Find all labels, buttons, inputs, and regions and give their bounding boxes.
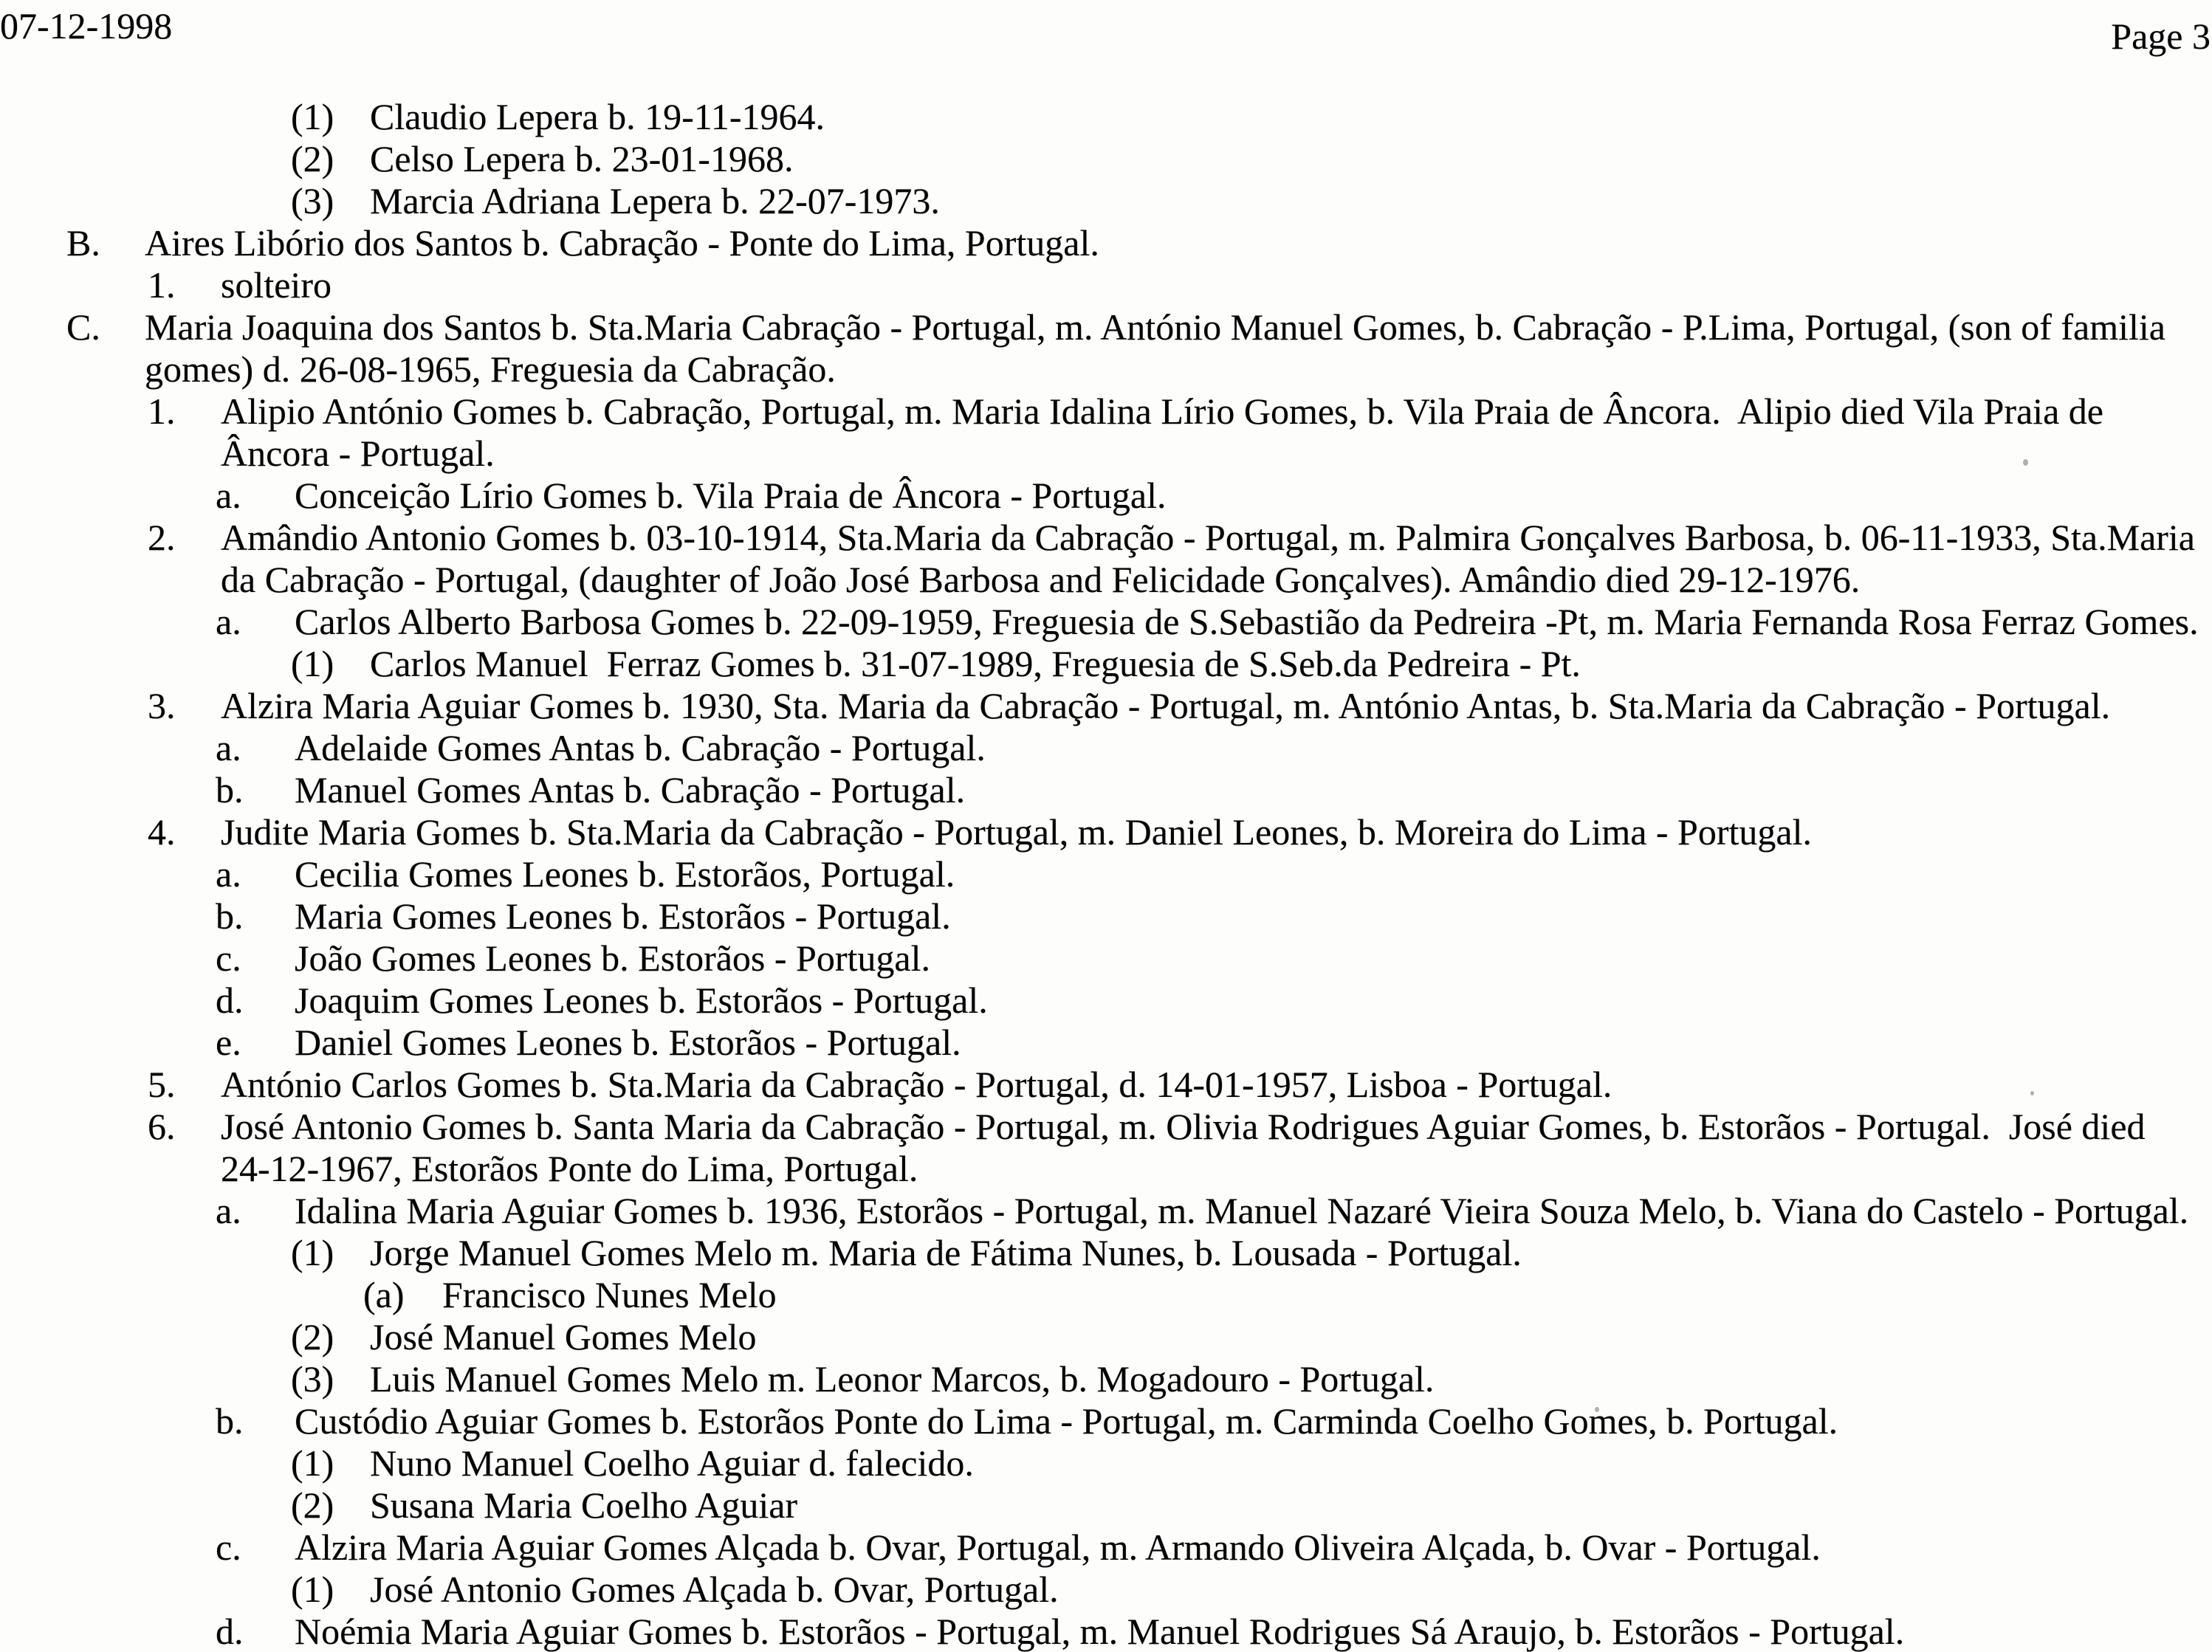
entry-label: (3) xyxy=(291,1358,334,1400)
entry-text xyxy=(295,475,2212,517)
genealogy-entry xyxy=(0,1190,2212,1232)
entry-line: Carlos Alberto Barbosa Gomes b. 22-09-1959, Freguesia de S.Sebastião da Pedreira -Pt, m. Maria Fernanda Rosa Ferraz Gomes. xyxy=(295,601,2199,642)
entry-line: Luis Manuel Gomes Melo m. Leonor Marcos, b. Mogadouro - Portugal. xyxy=(370,1358,1435,1400)
scan-speckle xyxy=(2023,459,2028,466)
entry-text xyxy=(295,769,2212,811)
entry-line: Maria Joaquina dos Santos b. Sta.Maria Cabração - Portugal, m. António Manuel Gomes, b. Cabração - P.Lima, Portugal, (son of familia xyxy=(145,306,2165,348)
entry-label: (2) xyxy=(291,1316,334,1357)
entry-text xyxy=(221,811,2212,853)
entry-label: b. xyxy=(216,895,244,937)
genealogy-entry xyxy=(0,601,2212,643)
genealogy-entry xyxy=(0,853,2212,895)
entry-text xyxy=(370,643,2212,685)
entry-text xyxy=(370,1442,2212,1484)
scan-speckle xyxy=(2030,1091,2034,1095)
entry-line: José Manuel Gomes Melo xyxy=(370,1316,757,1357)
genealogy-entry xyxy=(0,390,2212,475)
entry-line: Judite Maria Gomes b. Sta.Maria da Cabração - Portugal, m. Daniel Leones, b. Moreira do Lima - Portugal. xyxy=(221,811,1812,853)
genealogy-entry xyxy=(0,1569,2212,1611)
entry-label: (1) xyxy=(291,1569,334,1610)
entry-text xyxy=(295,895,2212,937)
genealogy-entry xyxy=(0,517,2212,601)
entry-line: Conceição Lírio Gomes b. Vila Praia de Âncora - Portugal. xyxy=(295,475,1167,516)
genealogy-entry xyxy=(0,96,2212,138)
entry-line: solteiro xyxy=(221,264,332,306)
entry-text xyxy=(295,601,2212,643)
entry-label: e. xyxy=(216,1022,241,1063)
entry-label: (1) xyxy=(291,1232,334,1273)
entry-line: José Antonio Gomes b. Santa Maria da Cabração - Portugal, m. Olivia Rodrigues Aguiar Gomes, b. Estorãos - Portugal. José died xyxy=(221,1106,2146,1147)
entry-label: a. xyxy=(216,853,241,895)
entry-line: Celso Lepera b. 23-01-1968. xyxy=(370,138,794,179)
entry-text xyxy=(442,1274,2212,1316)
entry-line: Amândio Antonio Gomes b. 03-10-1914, Sta.Maria da Cabração - Portugal, m. Palmira Gonçalves Barbosa, b. 06-11-1933, Sta.Maria xyxy=(221,517,2195,558)
genealogy-entry xyxy=(0,1022,2212,1064)
entry-line: João Gomes Leones b. Estorãos - Portugal. xyxy=(295,937,930,979)
genealogy-entry xyxy=(0,643,2212,685)
entry-label: a. xyxy=(216,727,241,768)
genealogy-entry xyxy=(0,1232,2212,1274)
entry-label: (1) xyxy=(291,1442,334,1484)
entry-label: 1. xyxy=(148,264,176,306)
entry-text xyxy=(370,1569,2212,1611)
entry-text xyxy=(221,517,2212,601)
genealogy-entry xyxy=(0,1484,2212,1527)
entry-text xyxy=(221,264,2212,306)
genealogy-entry xyxy=(0,1316,2212,1358)
genealogy-entry xyxy=(0,1442,2212,1484)
entry-line: da Cabração - Portugal, (daughter of João José Barbosa and Felicidade Gonçalves). Amândio died 29-12-1976. xyxy=(221,559,1861,600)
entry-line: Adelaide Gomes Antas b. Cabração - Portugal. xyxy=(295,727,986,768)
genealogy-entry xyxy=(0,222,2212,264)
genealogy-entry xyxy=(0,937,2212,980)
entry-label: (1) xyxy=(291,96,334,137)
entry-label: 6. xyxy=(148,1106,176,1147)
entry-text xyxy=(295,1022,2212,1064)
entry-label: b. xyxy=(216,1400,244,1442)
entry-text xyxy=(370,96,2212,138)
entry-line: Idalina Maria Aguiar Gomes b. 1936, Estorãos - Portugal, m. Manuel Nazaré Vieira Souza Melo, b. Viana do Castelo - Portugal. xyxy=(295,1190,2189,1231)
entry-line: Marcia Adriana Lepera b. 22-07-1973. xyxy=(370,180,940,221)
entry-label: (3) xyxy=(291,180,334,221)
entry-label: (a) xyxy=(363,1274,405,1315)
entry-line: José Antonio Gomes Alçada b. Ovar, Portugal. xyxy=(370,1569,1059,1610)
entry-line: Alzira Maria Aguiar Gomes Alçada b. Ovar, Portugal, m. Armando Oliveira Alçada, b. Ovar - Portugal. xyxy=(295,1527,1821,1568)
entry-line: gomes) d. 26-08-1965, Freguesia da Cabração. xyxy=(145,348,836,390)
entry-label: a. xyxy=(216,475,241,516)
entry-label: (2) xyxy=(291,138,334,179)
entry-label: a. xyxy=(216,1190,241,1231)
genealogy-entry xyxy=(0,1274,2212,1316)
entry-text xyxy=(295,853,2212,895)
entry-text xyxy=(221,685,2212,727)
entry-line: Carlos Manuel Ferraz Gomes b. 31-07-1989, Freguesia de S.Seb.da Pedreira - Pt. xyxy=(370,643,1581,684)
entry-label: c. xyxy=(216,1527,241,1568)
genealogy-entry xyxy=(0,1106,2212,1190)
entry-text xyxy=(370,180,2212,222)
entry-text xyxy=(221,1106,2212,1190)
entry-line: Cecilia Gomes Leones b. Estorãos, Portugal. xyxy=(295,853,955,895)
entry-line: Noémia Maria Aguiar Gomes b. Estorãos - Portugal, m. Manuel Rodrigues Sá Araujo, b. Estorãos - Portugal. xyxy=(295,1611,1905,1652)
entry-line: António Carlos Gomes b. Sta.Maria da Cabração - Portugal, d. 14-01-1957, Lisboa - Portugal. xyxy=(221,1064,1612,1105)
entry-label: 3. xyxy=(148,685,176,726)
genealogy-entry xyxy=(0,1400,2212,1442)
entry-label: b. xyxy=(216,769,244,810)
entry-line: Custódio Aguiar Gomes b. Estorãos Ponte do Lima - Portugal, m. Carminda Coelho Gomes, b. Portugal. xyxy=(295,1400,1838,1442)
entry-label: 5. xyxy=(148,1064,176,1105)
genealogy-entry xyxy=(0,180,2212,222)
genealogy-entry xyxy=(0,1064,2212,1106)
scan-speckle xyxy=(1595,1407,1599,1412)
entry-text xyxy=(295,937,2212,980)
entry-label: c. xyxy=(216,937,241,979)
entry-text xyxy=(295,727,2212,769)
entry-line: Nuno Manuel Coelho Aguiar d. falecido. xyxy=(370,1442,974,1484)
entry-line: Jorge Manuel Gomes Melo m. Maria de Fátima Nunes, b. Lousada - Portugal. xyxy=(370,1232,1522,1273)
entry-label: 1. xyxy=(148,390,176,432)
entry-label: 2. xyxy=(148,517,176,558)
entry-text xyxy=(370,1316,2212,1358)
entry-label: (2) xyxy=(291,1484,334,1526)
genealogy-entry xyxy=(0,895,2212,937)
entry-line: Susana Maria Coelho Aguiar xyxy=(370,1484,798,1526)
entry-line: Maria Gomes Leones b. Estorãos - Portugal. xyxy=(295,895,951,937)
entry-text xyxy=(295,980,2212,1022)
entry-text xyxy=(370,1484,2212,1527)
entry-line: Francisco Nunes Melo xyxy=(442,1274,777,1315)
entry-line: Joaquim Gomes Leones b. Estorãos - Portugal. xyxy=(295,980,988,1021)
genealogy-entry xyxy=(0,264,2212,306)
entry-text xyxy=(295,1611,2212,1652)
entry-text xyxy=(145,306,2212,390)
entry-text xyxy=(221,1064,2212,1106)
entry-label: B. xyxy=(66,222,100,264)
genealogy-entry xyxy=(0,1611,2212,1652)
entry-text xyxy=(221,390,2212,475)
genealogy-entry xyxy=(0,727,2212,769)
entry-text xyxy=(370,1358,2212,1400)
entry-line: 24-12-1967, Estorãos Ponte do Lima, Portugal. xyxy=(221,1148,918,1189)
genealogy-entry xyxy=(0,769,2212,811)
genealogy-entry xyxy=(0,306,2212,390)
entry-text xyxy=(370,138,2212,180)
genealogy-entry xyxy=(0,475,2212,517)
page-number: Page 3 xyxy=(2111,16,2211,57)
entry-text xyxy=(370,1232,2212,1274)
genealogy-entry xyxy=(0,811,2212,853)
genealogy-entry xyxy=(0,1527,2212,1569)
entry-line: Aires Libório dos Santos b. Cabração - Ponte do Lima, Portugal. xyxy=(145,222,1099,264)
entry-line: Âncora - Portugal. xyxy=(221,433,495,474)
genealogy-entry xyxy=(0,138,2212,180)
entry-label: d. xyxy=(216,980,244,1021)
entry-text xyxy=(295,1527,2212,1569)
genealogy-entry xyxy=(0,980,2212,1022)
genealogy-entry xyxy=(0,685,2212,727)
entry-text xyxy=(295,1400,2212,1442)
entry-line: Alzira Maria Aguiar Gomes b. 1930, Sta. Maria da Cabração - Portugal, m. António Antas, b. Sta.Maria da Cabração - Portugal. xyxy=(221,685,2111,726)
entry-label: 4. xyxy=(148,811,176,853)
entry-line: Manuel Gomes Antas b. Cabração - Portugal. xyxy=(295,769,966,810)
entry-label: C. xyxy=(66,306,100,348)
entry-label: a. xyxy=(216,601,241,642)
entry-text xyxy=(145,222,2212,264)
entry-label: d. xyxy=(216,1611,244,1652)
document-date: 07-12-1998 xyxy=(0,5,173,47)
entry-line: Alipio António Gomes b. Cabração, Portugal, m. Maria Idalina Lírio Gomes, b. Vila Praia de Âncora. Alipio died Vila Praia de xyxy=(221,390,2103,432)
entry-line: Claudio Lepera b. 19-11-1964. xyxy=(370,96,825,137)
genealogy-entry xyxy=(0,1358,2212,1400)
entry-label: (1) xyxy=(291,643,334,684)
genealogy-list xyxy=(0,96,2212,1652)
entry-text xyxy=(295,1190,2212,1232)
entry-line: Daniel Gomes Leones b. Estorãos - Portugal. xyxy=(295,1022,961,1063)
